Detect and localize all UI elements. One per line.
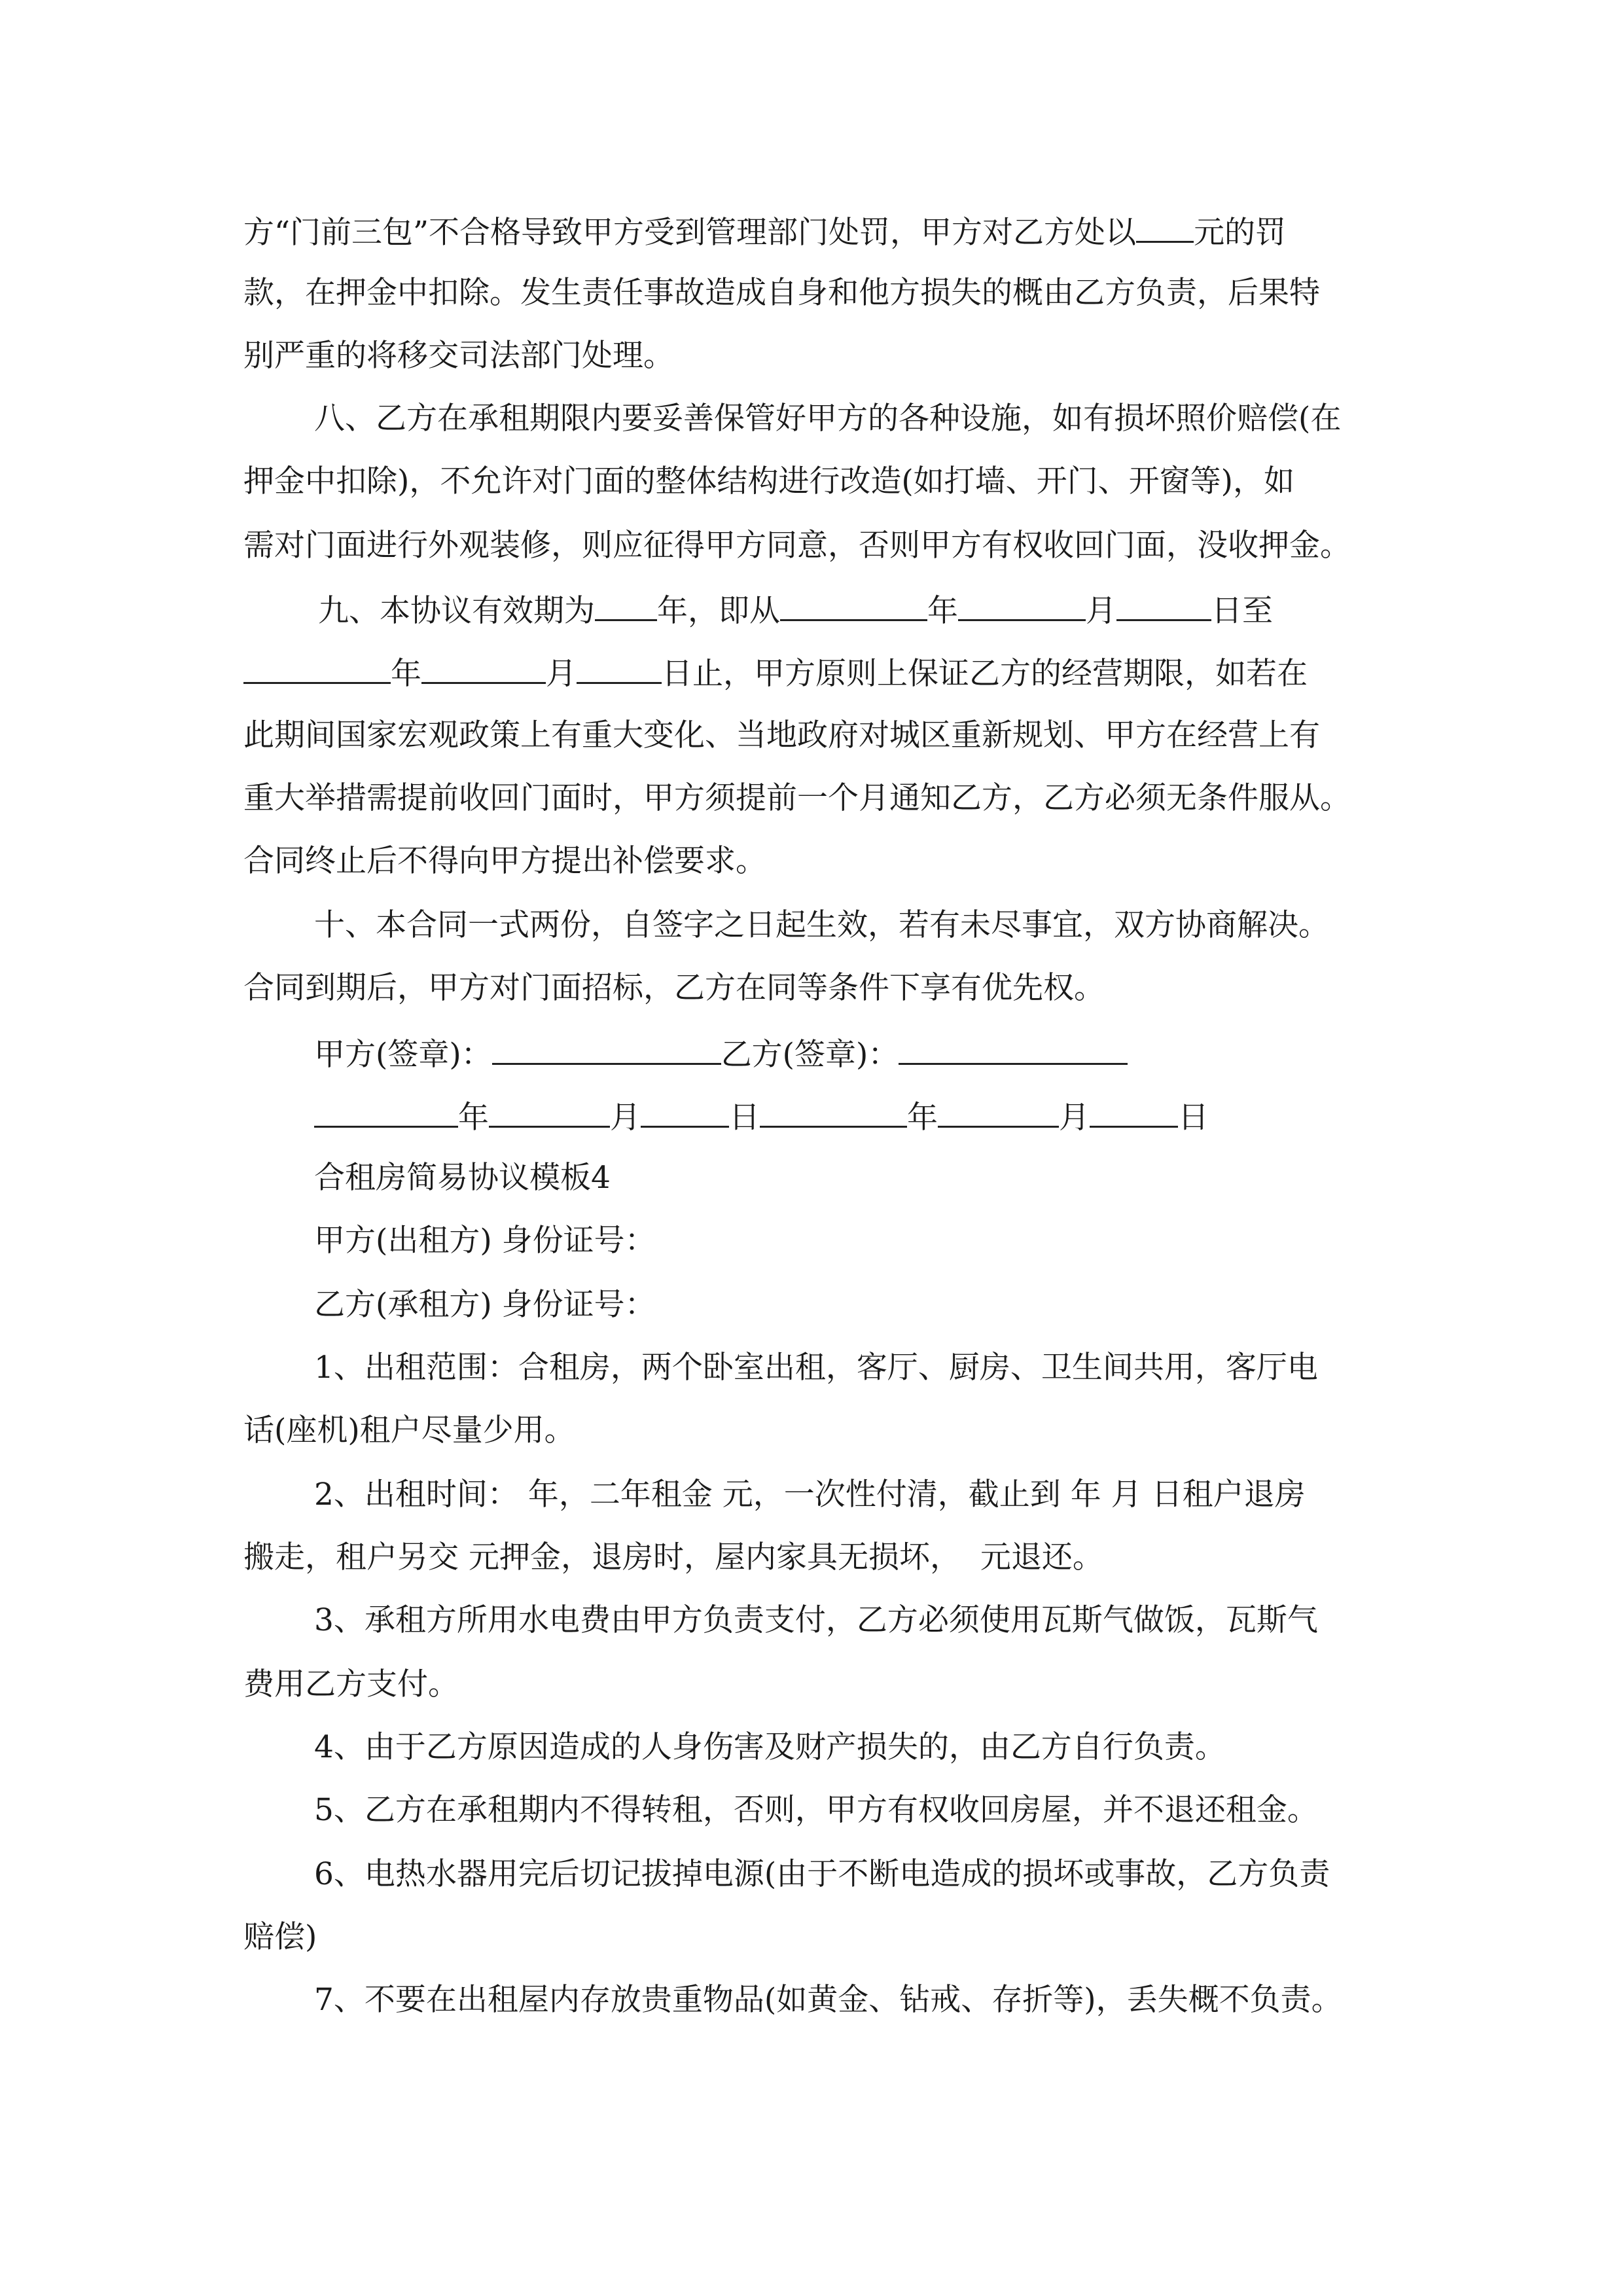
- item6-line2: 赔偿): [243, 1919, 317, 1955]
- text: 月: [546, 656, 577, 692]
- item2-line2: 搬走，租户另交 元押金，退房时，屋内家具无损坏， 元退还。: [243, 1539, 1103, 1575]
- clause7-line1: [243, 211, 1286, 250]
- party-b-sign-label: 乙方(签章)：: [721, 1037, 899, 1073]
- blank-line: [1136, 211, 1194, 243]
- clause8-line1: 八、乙方在承租期限内要妥善保管好甲方的各种设施，如有损坏照价赔偿(在: [314, 401, 1342, 437]
- clause10-line2: 合同到期后，甲方对门面招标，乙方在同等条件下享有优先权。: [243, 970, 1105, 1006]
- signature-date-line: [314, 1096, 1209, 1135]
- text: 日: [1178, 1100, 1209, 1136]
- blank-line: [577, 652, 662, 684]
- signature-line: [314, 1033, 1128, 1072]
- blank-line: [595, 589, 657, 621]
- clause7-line3: 别严重的将移交司法部门处理。: [243, 338, 674, 374]
- item1-line2: 话(座机)租户尽量少用。: [243, 1412, 575, 1448]
- blank-line: [780, 589, 927, 621]
- blank-line: [641, 1096, 729, 1128]
- text: 月: [1086, 593, 1116, 629]
- party-a-sign-label: 甲方(签章)：: [314, 1037, 492, 1073]
- template4-title: 合租房简易协议模板4: [314, 1160, 611, 1196]
- item2-line1: 2、出租时间： 年，二年租金 元，一次性付清，截止到 年 月 日租户退房: [314, 1477, 1306, 1513]
- text: 日至: [1211, 593, 1273, 629]
- text: 年: [907, 1100, 938, 1136]
- blank-line: [760, 1096, 907, 1128]
- blank-line: [958, 589, 1086, 621]
- text: 日止，甲方原则上保证乙方的经营期限，如若在: [662, 656, 1308, 692]
- text: 年: [927, 593, 958, 629]
- template4-party-b: 乙方(承租方) 身份证号：: [314, 1287, 656, 1323]
- clause9-line1: [318, 589, 1273, 628]
- text: 方“门前三包”不合格导致甲方受到管理部门处罚，甲方对乙方处以: [243, 215, 1137, 251]
- text: 九、本协议有效期为: [318, 593, 595, 629]
- blank-line: [314, 1096, 458, 1128]
- item1-line1: 1、出租范围：合租房，两个卧室出租，客厅、厨房、卫生间共用，客厅电: [314, 1350, 1318, 1386]
- party-a-sign-blank: [492, 1033, 721, 1065]
- item5-line1: 5、乙方在承租期内不得转租，否则，甲方有权收回房屋，并不退还租金。: [314, 1792, 1318, 1828]
- text: 日: [729, 1100, 760, 1136]
- blank-line: [1090, 1096, 1178, 1128]
- item3-line1: 3、承租方所用水电费由甲方负责支付，乙方必须使用瓦斯气做饭，瓦斯气: [314, 1602, 1318, 1638]
- item6-line1: 6、电热水器用完后切记拔掉电源(由于不断电造成的损坏或事故，乙方负责: [314, 1856, 1330, 1892]
- item4-line1: 4、由于乙方原因造成的人身伤害及财产损失的，由乙方自行负责。: [314, 1729, 1226, 1765]
- party-b-sign-blank: [899, 1033, 1128, 1065]
- blank-line: [938, 1096, 1059, 1128]
- item3-line2: 费用乙方支付。: [243, 1666, 459, 1702]
- clause9-line4: 重大举措需提前收回门面时，甲方须提前一个月通知乙方，乙方必须无条件服从。: [243, 780, 1351, 816]
- clause7-line2: 款，在押金中扣除。发生责任事故造成自身和他方损失的概由乙方负责，后果特: [243, 275, 1320, 311]
- clause9-line2: [243, 652, 1308, 691]
- text: 年，即从: [657, 593, 780, 629]
- text: 月: [1059, 1100, 1090, 1136]
- clause10-line1: 十、本合同一式两份，自签字之日起生效，若有未尽事宜，双方协商解决。: [314, 907, 1329, 943]
- text: 年: [458, 1100, 489, 1136]
- clause9-line3: 此期间国家宏观政策上有重大变化、当地政府对城区重新规划、甲方在经营上有: [243, 717, 1320, 753]
- text: 月: [610, 1100, 641, 1136]
- blank-line: [243, 652, 391, 684]
- clause9-line5: 合同终止后不得向甲方提出补偿要求。: [243, 843, 766, 879]
- blank-line: [1116, 589, 1211, 621]
- clause8-line2: 押金中扣除)，不允许对门面的整体结构进行改造(如打墙、开门、开窗等)，如: [243, 463, 1295, 499]
- template4-party-a: 甲方(出租方) 身份证号：: [314, 1223, 656, 1259]
- blank-line: [489, 1096, 610, 1128]
- clause8-line3: 需对门面进行外观装修，则应征得甲方同意，否则甲方有权收回门面，没收押金。: [243, 528, 1351, 564]
- text: 年: [391, 656, 421, 692]
- text: 元的罚: [1194, 215, 1287, 251]
- blank-line: [421, 652, 546, 684]
- item7-line1: 7、不要在出租屋内存放贵重物品(如黄金、钻戒、存折等)，丢失概不负责。: [314, 1982, 1342, 2018]
